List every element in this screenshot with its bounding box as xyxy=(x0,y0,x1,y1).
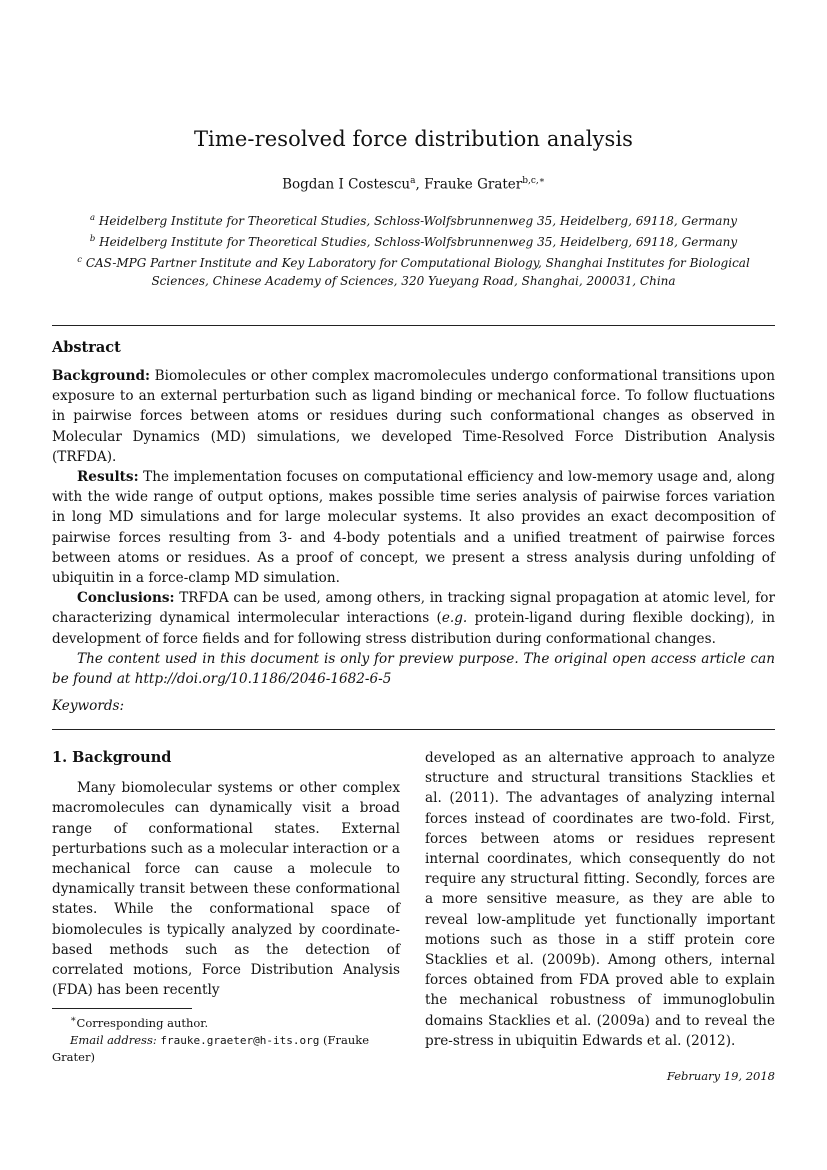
preview-note: The content used in this document is only for preview purpose. The original open access article can be found at http://doi.org/10.1186/2046-1682-6-5 xyxy=(52,650,775,688)
left-column xyxy=(52,748,400,1000)
corresponding-author-note: ∗Corresponding author. xyxy=(70,1014,209,1030)
email-note: Email address: frauke.graeter@h-its.org (Frauke Grater) xyxy=(52,1032,369,1064)
abstract-background: Background: Biomolecules or other complex macromolecules undergo conformational transitions upon exposure to an external perturbation such as ligand binding or mechanical force. To follow fluctuations in pairwise forces between atoms or residues during such conformational changes as observed in Molecular Dynamics (MD) simulations, we developed Time-Resolved Force Distribution Analysis (TRFDA). xyxy=(52,368,775,465)
footnote-rule xyxy=(52,1008,192,1009)
preprint-date: February 19, 2018 xyxy=(666,1069,775,1083)
author-name: Frauke Grater xyxy=(424,176,523,193)
author-separator: , xyxy=(415,176,425,193)
section-paragraph-left: Many biomolecular systems or other complex macromolecules can dynamically visit a broad range of conformational states. External perturbations such as a molecular interaction or a mechanical force can cause a molecule to dynamically transit between these conformational states. While the conformational space of biomolecules is typically analyzed by coordinate-based methods such as the detection of correlated motions, Force Distribution Analysis (FDA) has been recently xyxy=(52,780,400,999)
paper-title: Time-resolved force distribution analysis xyxy=(193,127,634,151)
abstract-top-rule xyxy=(52,325,775,326)
section-heading: 1. Background xyxy=(52,749,172,766)
author-affil-mark: b,c,∗ xyxy=(522,176,545,186)
affiliation-c: $^c$ CAS-MPG Partner Institute and Key Laboratory for Computational Biology, Shanghai Institutes for Biological xyxy=(77,255,750,270)
section-paragraph-right: developed as an alternative approach to analyze structure and structural transitions Stacklies et al. (2011). The advantages of analyzing internal forces instead of coordinates are two-fold. First, forces between atoms or residues represent internal coordinates, which consequently do not require any structural fitting. Secondly, forces are a more sensitive measure, as they are able to reveal low-amplitude yet functionally important motions such as those in a stiff protein core Stacklies et al. (2009b). Among others, internal forces obtained from FDA proved able to explain the mechanical robustness of immunoglobulin domains Stacklies et al. (2009a) and to reveal the pre-stress in ubiquitin Edwards et al. (2012). xyxy=(425,750,775,1049)
abstract-body xyxy=(52,366,775,689)
footnote xyxy=(52,1011,400,1066)
affiliations xyxy=(52,209,775,290)
author-list xyxy=(0,176,827,193)
right-column xyxy=(425,748,775,1051)
affiliation-b: $^b$ Heidelberg Institute for Theoretical Studies, Schloss-Wolfsbrunnenweg 35, Heidelberg, 69118, Germany xyxy=(89,234,738,249)
keywords-label: Keywords: xyxy=(52,698,125,714)
affiliation-a: $^a$ Heidelberg Institute for Theoretical Studies, Schloss-Wolfsbrunnenweg 35, Heidelberg, 69118, Germany xyxy=(90,213,737,228)
abstract-heading: Abstract xyxy=(52,339,121,356)
abstract-conclusions: Conclusions: TRFDA can be used, among others, in tracking signal propagation at atomic level, for characterizing dynamical intermolecular interactions (e.g. protein-ligand during flexible docking), in development of force fields and for following stress distribution during conformational changes. xyxy=(52,590,775,647)
email-address: frauke.graeter@h-its.org xyxy=(160,1033,320,1047)
abstract-results: Results: The implementation focuses on computational efficiency and low-memory usage and, along with the wide range of output options, makes possible time series analysis of pairwise forces variation in long MD simulations and for large molecular systems. It also provides an exact decomposition of pairwise forces resulting from 3- and 4-body potentials and a unified treatment of pairwise forces between atoms or residues. As a proof of concept, we present a stress analysis during unfolding of ubiquitin in a force-clamp MD simulation. xyxy=(52,469,775,587)
author-affil-mark: a xyxy=(410,176,416,186)
author-name: Bogdan I Costescu xyxy=(282,176,411,193)
abstract-bottom-rule xyxy=(52,729,775,730)
affiliation-c-continued: Sciences, Chinese Academy of Sciences, 320 Yueyang Road, Shanghai, 200031, China xyxy=(151,274,676,288)
